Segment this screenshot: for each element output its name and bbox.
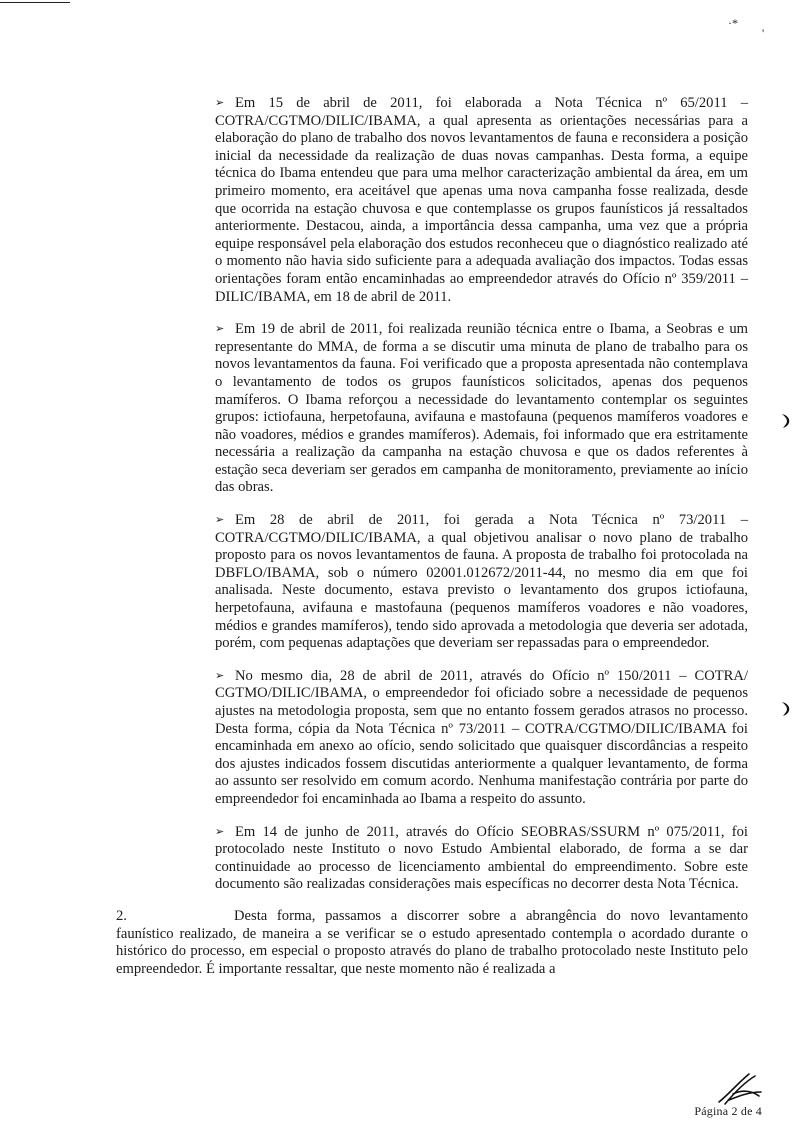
page-number: Página 2 de 4 (694, 1104, 762, 1118)
clip-mark-icon (780, 412, 792, 430)
document-body (116, 94, 748, 978)
bullet-text: Em 15 de abril de 2011, foi elaborada a Nota Técnica nº 65/2011 – COTRA/CGTMO/DILIC/IBAMA, a qual apresenta as orientações necessárias para a elaboração do plano de trabalho dos novos levantamentos de fauna e reconsidera a posição inicial da necessidade da realização de duas novas campanhas. Desta forma, a equipe técnica do Ibama entendeu que para uma melhor caracterização ambiental da área, em um primeiro momento, era aceitável que apenas uma nova campanha fosse realizada, desde que ocorrida na estação chuvosa e que contemplasse os grupos faunísticos já ressaltados anteriormente. Destacou, ainda, a importância dessa campanha, uma vez que a própria equipe responsável pela elaboração dos estudos reconheceu que o diagnóstico realizado até o momento não havia sido suficiente para a adequada avaliação dos impactos. Todas essas orientações foram então encaminhadas ao empreendedor através do Ofício nº 359/2011 – DILIC/IBAMA, em 18 de abril de 2011. (215, 95, 748, 305)
arrow-bullet-icon: ➢ (215, 824, 225, 838)
arrow-bullet-icon: ➢ (215, 668, 225, 682)
bullet-item-2 (215, 320, 748, 497)
bullet-text: Em 14 de junho de 2011, através do Ofício SEOBRAS/SSURM nº 075/2011, foi protocolado neste Instituto o novo Estudo Ambiental elaborado, de forma a se dar continuidade ao processo de licenciamento ambiental do empreendimento. Sobre este documento são realizadas considerações mais específicas no decorrer desta Nota Técnica. (215, 823, 748, 893)
numbered-paragraph (116, 908, 748, 978)
paragraph-number: 2. (116, 907, 127, 924)
bullet-text: Em 19 de abril de 2011, foi realizada reunião técnica entre o Ibama, a Seobras e um representante do MMA, de forma a se discutir uma minuta de plano de trabalho para os novos levantamentos da fauna. Foi verificado que a proposta apresentada não contemplava o levantamento de todos os grupos faunísticos solicitados, apenas dos pequenos mamíferos. O Ibama reforçou a necessidade do levantamento contemplar os seguintes grupos: ictiofauna, herpetofauna, avifauna e mastofauna (pequenos mamíferos voadores e não voadores, médios e grandes mamíferos). Ademais, foi informado que era estritamente necessária a realização da campanha na estação chuvosa e que os dados referentes à estação seca deveriam ser gerados em campanha de monitoramento, previamente ao início das obras. (215, 321, 748, 496)
bullet-item-1 (215, 94, 748, 306)
top-rule (0, 2, 70, 3)
corner-mark-1: ·* (728, 16, 738, 30)
corner-mark-2: ' (762, 26, 765, 40)
paragraph-text: Desta forma, passamos a discorrer sobre a abrangência do novo levantamento faunístico realizado, de maneira a se verificar se o estudo apresentado contempla o acordado durante o histórico do processo, em especial o proposto através do plano de trabalho protocolado neste Instituto pelo empreendedor. É importante ressaltar, que neste momento não é realizada a (116, 907, 748, 977)
clip-mark-icon (780, 700, 792, 718)
signature-icon (715, 1070, 763, 1108)
bullet-item-3 (215, 511, 748, 653)
bullet-item-4 (215, 667, 748, 809)
arrow-bullet-icon: ➢ (215, 322, 225, 336)
bullet-text: No mesmo dia, 28 de abril de 2011, através do Ofício nº 150/2011 – COTRA/ CGTMO/DILIC/IBAMA, o empreendedor foi oficiado sobre a necessidade de pequenos ajustes na metodologia proposta, sem que no entanto fossem gerados atrasos no processo. Desta forma, cópia da Nota Técnica nº 73/2011 – COTRA/CGTMO/DILIC/IBAMA foi encaminhada em anexo ao ofício, sendo solicitado que quaisquer discordâncias a respeito dos ajustes indicados fossem discutidas anteriormente a qualquer levantamento, de forma ao assunto ser resolvido em comum acordo. Nenhuma manifestação contrária por parte do empreendedor foi encaminhada ao Ibama a respeito do assunto. (215, 667, 748, 807)
bullet-text: Em 28 de abril de 2011, foi gerada a Nota Técnica nº 73/2011 – COTRA/CGTMO/DILIC/IBAMA, a qual objetivou analisar o novo plano de trabalho proposto para os novos levantamentos de fauna. A proposta de trabalho foi protocolada na DBFLO/IBAMA, sob o número 02001.012672/2011-44, no mesmo dia em que foi analisada. Neste documento, estava previsto o levantamento dos grupos ictiofauna, herpetofauna, avifauna e mastofauna (pequenos mamíferos voadores e não voadores, médios e grandes mamíferos), tendo sido aprovada a metodologia que deveria ser adotada, porém, com pequenas adaptações que deveriam ser repassadas para o empreendedor. (215, 512, 748, 652)
bullet-item-5 (215, 823, 748, 894)
arrow-bullet-icon: ➢ (215, 513, 225, 527)
arrow-bullet-icon: ➢ (215, 96, 225, 109)
